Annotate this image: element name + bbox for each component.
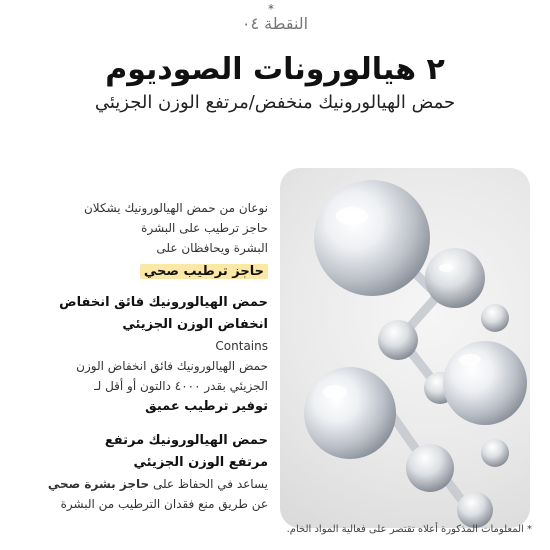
- high-mw-body-line: عن طريق منع فقدان الترطيب من البشرة: [60, 497, 268, 511]
- intro-line: نوعان من حمض الهيالورونيك يشكلان: [83, 201, 268, 215]
- high-mw-body-line: [48, 474, 268, 494]
- asterisk-mark: *: [268, 2, 274, 16]
- low-mw-body-line: حمض الهيالورونيك فائق انخفاض الوزن: [76, 359, 268, 373]
- bubble: [481, 439, 509, 467]
- contains-label: Contains: [215, 339, 268, 353]
- low-mw-block: [59, 292, 268, 418]
- low-mw-heading: حمض الهيالورونيك فائق انخفاض: [59, 295, 268, 310]
- intro-highlight: حاجز ترطيب صحي: [140, 264, 268, 279]
- low-mw-heading: انخفاض الوزن الجزيئي: [122, 317, 268, 332]
- intro-line: حاجز ترطيب على البشرة: [141, 221, 268, 235]
- point-label: النقطة ٠٤: [241, 14, 309, 33]
- high-mw-block: [48, 430, 268, 514]
- bubble: [406, 444, 454, 492]
- high-mw-body-prefix: يساعد في الحفاظ على: [149, 477, 268, 491]
- bubble: [457, 492, 493, 528]
- bubble: [378, 320, 418, 360]
- low-mw-emphasis: توفير ترطيب عميق: [145, 399, 268, 414]
- low-mw-body-line: الجزيئي بقدر ٤٠٠٠ دالتون أو أقل لـ: [94, 379, 268, 393]
- bubble: [304, 367, 396, 459]
- page-subtitle: حمض الهيالورونيك منخفض/مرتفع الوزن الجزيئي: [94, 92, 456, 113]
- high-mw-heading: مرتفع الوزن الجزيئي: [133, 455, 268, 470]
- page-title: ٢ هيالورونات الصوديوم: [105, 52, 445, 87]
- intro-block: [84, 198, 268, 279]
- molecule-illustration: [280, 168, 530, 528]
- bubble: [314, 180, 430, 296]
- bubble: [425, 248, 485, 308]
- footnote: * المعلومات المذكورة أعلاه تقتصر على فعالية المواد الخام.: [286, 524, 532, 535]
- bubble: [481, 304, 509, 332]
- high-mw-body-bold: حاجز بشرة صحي: [47, 477, 150, 491]
- intro-line: البشرة ويحافظان على: [156, 241, 268, 255]
- molecule-bubbles-image: [280, 168, 530, 528]
- bubble: [443, 341, 527, 425]
- high-mw-heading: حمض الهيالورونيك مرتفع: [104, 433, 268, 448]
